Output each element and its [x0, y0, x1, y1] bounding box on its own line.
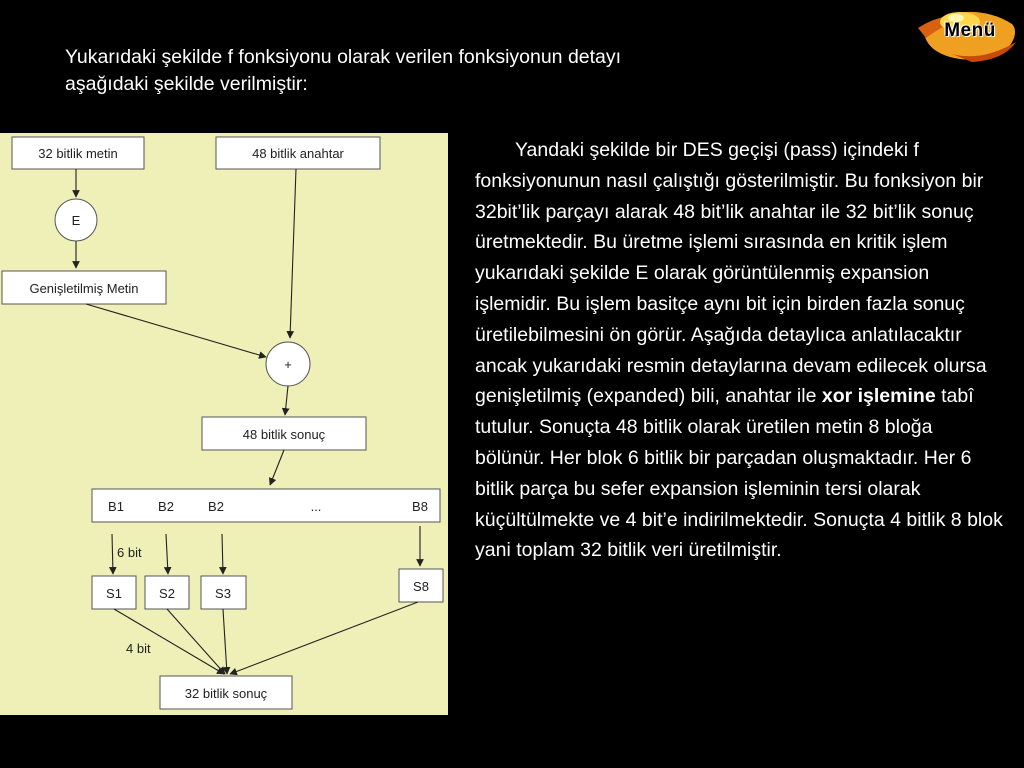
bit4-label: 4 bit: [126, 641, 151, 656]
body-paragraph: [475, 135, 1005, 566]
block-label-3: B2: [208, 499, 224, 514]
sbox-label-2: S2: [159, 586, 175, 601]
expanded-text-label: Genişletilmiş Metin: [29, 281, 139, 296]
menu-label: Menü: [944, 20, 996, 41]
expansion-node: [55, 199, 97, 241]
input-text-box: [12, 137, 144, 169]
input-text-label: 32 bitlik metin: [38, 146, 118, 161]
expansion-label: E: [71, 213, 81, 228]
input-key-label: 48 bitlik anahtar: [252, 146, 344, 161]
xor-node: [266, 342, 310, 386]
input-key-box: [216, 137, 380, 169]
output-label: 32 bitlik sonuç: [184, 686, 268, 701]
body-text-part1: Yandaki şekilde bir DES geçişi (pass) içindeki f fonksiyonunun nasıl çalıştığı gösterilmiştir. Bu fonksiyon bir 32bit’lik parçayı alarak 48 bit’lik anahtar ile 32 bit’lik sonuç üretmektedir. Bu üretme işlemi sırasında en kritik işlem yukarıdaki şekilde E olarak görüntülenmiş expansion işlemidir. Bu işlem basitçe aynı bit için birden fazla sonuç üretilebilmesini ön görür. Aşağıda detaylıca anlatılacaktır ancak yukarıdaki resmin detaylarına devam edilecek olursa genişletilmiş (expanded) bili, anahtar ile: [475, 139, 987, 408]
body-text-part2: tabî tutulur. Sonuçta 48 bitlik olarak üretilen metin 8 bloğa bölünür. Her blok 6 bitlik bir parçadan oluşmaktadır. Her 6 bitlik parça bu sefer expansion işleminin tersi olarak küçültülmekte ve 4 bit’e indirilmektedir. Sonuçta 4 bitlik 8 blok yani toplam 32 bitlik veri üretilmiştir.: [475, 385, 1003, 562]
block-label-2: B2: [158, 499, 174, 514]
sbox-3: [201, 576, 246, 609]
blocks-bar: [92, 489, 440, 522]
body-text-bold: xor işlemine: [821, 385, 936, 408]
expanded-text-box: [2, 271, 166, 304]
block-label-ellipsis: ...: [310, 499, 322, 514]
block-label-1: B1: [108, 499, 124, 514]
des-f-function-diagram: [0, 133, 448, 715]
title-line-2: aşağıdaki şekilde verilmiştir:: [65, 73, 308, 95]
output-box: [160, 676, 292, 709]
sbox-label-3: S3: [215, 586, 231, 601]
title-line-1: Yukarıdaki şekilde f fonksiyonu olarak verilen fonksiyonun detayı: [65, 46, 622, 68]
result48-box: [202, 417, 366, 450]
sbox-8: [399, 569, 443, 602]
block-label-8: B8: [412, 499, 428, 514]
slide-title: [65, 44, 825, 98]
sbox-label-1: S1: [106, 586, 122, 601]
sbox-label-8: S8: [413, 579, 429, 594]
result48-label: 48 bitlik sonuç: [242, 427, 326, 442]
menu-button[interactable]: [912, 2, 1020, 62]
bit6-label: 6 bit: [117, 545, 142, 560]
sbox-1: [92, 576, 136, 609]
sbox-2: [145, 576, 189, 609]
xor-symbol: +: [284, 357, 292, 372]
